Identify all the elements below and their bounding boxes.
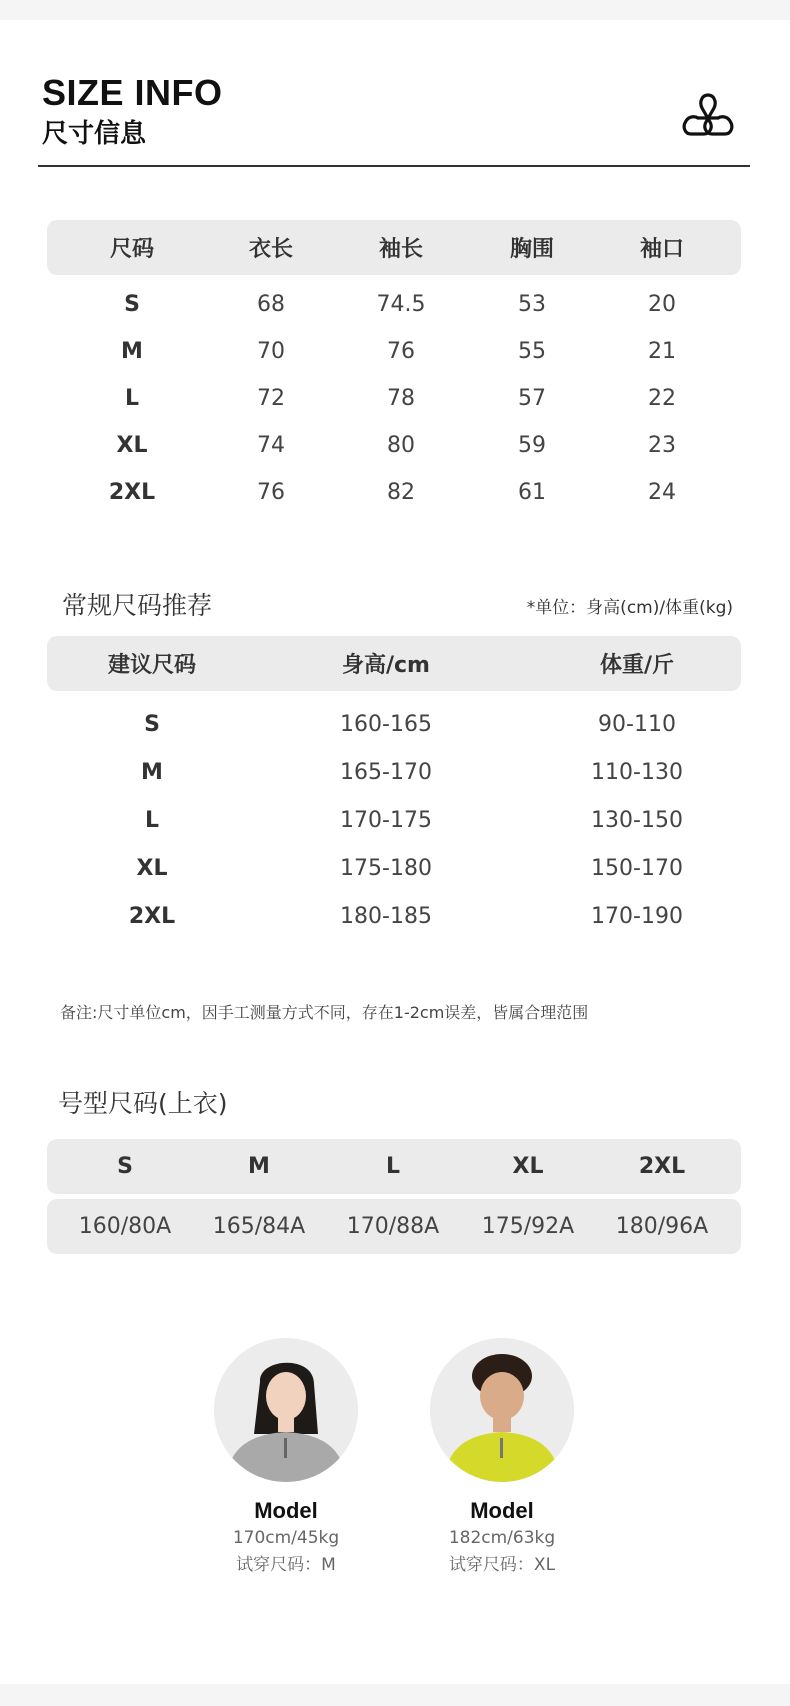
size-table-header-cell: 胸围 bbox=[509, 237, 554, 262]
model-avatar bbox=[214, 1338, 358, 1482]
table-cell: 80 bbox=[387, 433, 415, 458]
size-label: L bbox=[124, 386, 140, 411]
size-table-header-cell: 袖长 bbox=[378, 237, 423, 262]
size-label: S bbox=[144, 712, 160, 737]
fit-codes-row bbox=[47, 1199, 741, 1254]
table-cell: 68 bbox=[257, 292, 285, 317]
table-cell: 165-170 bbox=[340, 760, 432, 785]
table-row bbox=[47, 893, 741, 940]
table-cell: 170-190 bbox=[591, 904, 683, 929]
recommend-header-cell: 体重/斤 bbox=[599, 653, 675, 678]
size-table-header-cell: 衣长 bbox=[248, 237, 293, 262]
size-label: 2XL bbox=[128, 904, 176, 929]
table-cell: 78 bbox=[387, 386, 415, 411]
fit-size-label: M bbox=[248, 1154, 270, 1179]
size-label: 2XL bbox=[108, 480, 156, 505]
table-cell: 76 bbox=[387, 339, 415, 364]
size-label: L bbox=[144, 808, 160, 833]
measurement-footnote: 备注:尺寸单位cm，因手工测量方式不同，存在1-2cm误差，皆属合理范围 bbox=[60, 1003, 589, 1022]
table-row bbox=[47, 375, 741, 422]
fit-size-label: L bbox=[385, 1154, 401, 1179]
model-stats: 182cm/63kg bbox=[448, 1528, 556, 1548]
table-cell: 21 bbox=[648, 339, 676, 364]
fit-code: 165/84A bbox=[212, 1214, 306, 1239]
table-row bbox=[47, 701, 741, 748]
table-row bbox=[47, 749, 741, 796]
table-cell: 55 bbox=[518, 339, 546, 364]
table-cell: 76 bbox=[257, 480, 285, 505]
table-cell: 57 bbox=[518, 386, 546, 411]
fit-size-label: XL bbox=[512, 1154, 544, 1179]
header-divider bbox=[38, 165, 750, 167]
size-label: S bbox=[124, 292, 140, 317]
table-cell: 20 bbox=[648, 292, 676, 317]
triangle-knot-logo-icon bbox=[680, 90, 736, 142]
table-row bbox=[47, 797, 741, 844]
table-cell: 82 bbox=[387, 480, 415, 505]
size-label: XL bbox=[136, 856, 168, 881]
size-label: XL bbox=[116, 433, 148, 458]
fit-code: 180/96A bbox=[615, 1214, 709, 1239]
recommend-table-header bbox=[47, 636, 741, 691]
fit-sizes-row bbox=[47, 1139, 741, 1194]
table-cell: 130-150 bbox=[591, 808, 683, 833]
table-cell: 175-180 bbox=[340, 856, 432, 881]
title-cn: 尺寸信息 bbox=[42, 119, 147, 149]
fit-codes-title: 号型尺码(上衣) bbox=[58, 1089, 228, 1118]
recommend-header-cell: 身高/cm bbox=[341, 653, 430, 678]
size-label: M bbox=[121, 339, 143, 364]
size-table-header-cell: 尺码 bbox=[109, 237, 154, 262]
size-table-header-cell: 袖口 bbox=[639, 237, 684, 262]
table-cell: 72 bbox=[257, 386, 285, 411]
table-row bbox=[47, 328, 741, 375]
table-row bbox=[47, 281, 741, 328]
size-info-page bbox=[0, 20, 790, 1684]
table-row bbox=[47, 422, 741, 469]
size-label: M bbox=[141, 760, 163, 785]
table-cell: 59 bbox=[518, 433, 546, 458]
model-tried-size: 试穿尺码：M bbox=[236, 1555, 336, 1575]
table-cell: 90-110 bbox=[598, 712, 676, 737]
model-tried-size: 试穿尺码：XL bbox=[448, 1555, 556, 1575]
table-cell: 74.5 bbox=[376, 292, 426, 317]
table-cell: 24 bbox=[648, 480, 676, 505]
table-cell: 70 bbox=[257, 339, 285, 364]
model-avatar bbox=[430, 1338, 574, 1482]
table-cell: 23 bbox=[648, 433, 676, 458]
table-row bbox=[47, 845, 741, 892]
table-cell: 170-175 bbox=[340, 808, 432, 833]
fit-size-label: S bbox=[117, 1154, 133, 1179]
unit-note: *单位：身高(cm)/体重(kg) bbox=[526, 598, 733, 618]
table-cell: 160-165 bbox=[340, 712, 432, 737]
model-stats: 170cm/45kg bbox=[232, 1528, 340, 1548]
table-cell: 22 bbox=[648, 386, 676, 411]
table-row bbox=[47, 469, 741, 516]
title-en: SIZE INFO bbox=[42, 72, 223, 113]
fit-code: 175/92A bbox=[481, 1214, 575, 1239]
recommend-header-cell: 建议尺码 bbox=[107, 653, 196, 678]
fit-code: 170/88A bbox=[346, 1214, 440, 1239]
table-cell: 53 bbox=[518, 292, 546, 317]
model-name: Model bbox=[254, 1498, 318, 1523]
fit-code: 160/80A bbox=[78, 1214, 172, 1239]
recommend-title: 常规尺码推荐 bbox=[62, 591, 213, 620]
model-name: Model bbox=[470, 1498, 534, 1523]
table-cell: 110-130 bbox=[591, 760, 683, 785]
table-cell: 150-170 bbox=[591, 856, 683, 881]
table-cell: 180-185 bbox=[340, 904, 432, 929]
size-table-header bbox=[47, 220, 741, 275]
fit-size-label: 2XL bbox=[638, 1154, 686, 1179]
table-cell: 74 bbox=[257, 433, 285, 458]
table-cell: 61 bbox=[518, 480, 546, 505]
